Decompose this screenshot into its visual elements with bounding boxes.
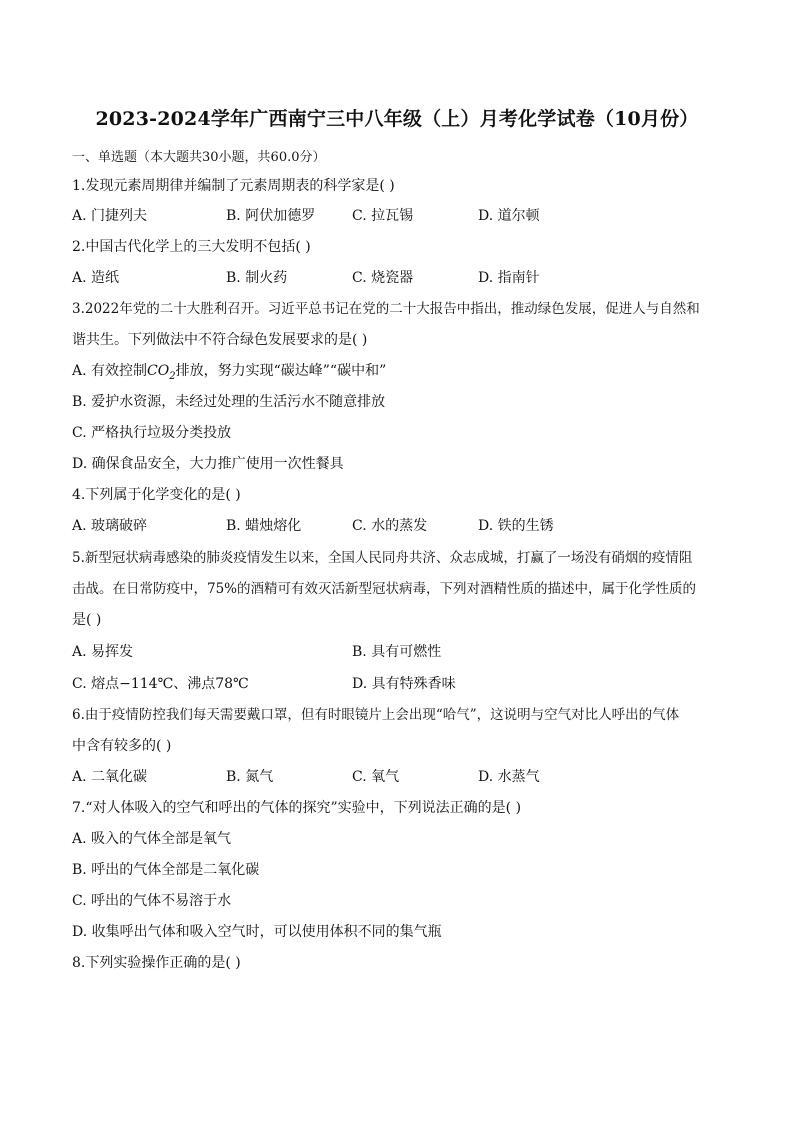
question-1-stem: 1.发现元素周期律并编制了元素周期表的科学家是( ): [72, 178, 395, 194]
question-6-stem-line-1: 6.由于疫情防控我们每天需要戴口罩，但有时眼镜片上会出现“哈气”，这说明与空气对比人呼出的气体: [72, 707, 680, 723]
question-4-option-d: D. 铁的生锈: [478, 518, 554, 534]
question-1-option-d: D. 道尔顿: [478, 208, 540, 224]
question-8-stem: 8.下列实验操作正确的是( ): [72, 955, 241, 971]
question-2-stem: 2.中国古代化学上的三大发明不包括( ): [72, 239, 311, 255]
question-3-stem-line-2: 谐共生。下列做法中不符合绿色发展要求的是( ): [72, 332, 368, 348]
question-4-option-c: C. 水的蒸发: [352, 518, 428, 534]
question-7-option-a: A. 吸入的气体全部是氧气: [72, 831, 232, 847]
question-1-option-a: A. 门捷列夫: [72, 208, 148, 224]
question-7-option-b: B. 呼出的气体全部是二氧化碳: [72, 862, 260, 878]
co2-formula-base: CO: [147, 363, 170, 379]
question-3-option-a-prefix: A. 有效控制: [72, 363, 148, 379]
co2-formula-subscript: 2: [169, 370, 176, 382]
question-6-option-c: C. 氧气: [352, 769, 400, 785]
question-2-option-d: D. 指南针: [478, 270, 540, 286]
question-3-option-c: C. 严格执行垃圾分类投放: [72, 425, 232, 441]
question-4-option-b: B. 蜡烛熔化: [226, 518, 302, 534]
question-5-option-d: D. 具有特殊香味: [352, 676, 456, 692]
question-6-option-d: D. 水蒸气: [478, 769, 540, 785]
question-3-option-d: D. 确保食品安全，大力推广使用一次性餐具: [72, 456, 344, 472]
question-5-option-c: C. 熔点−114℃、沸点78℃: [72, 676, 249, 692]
question-3-stem-line-1: 3.2022年党的二十大胜利召开。习近平总书记在党的二十大报告中指出，推动绿色发展，促进人与自然和: [72, 301, 700, 317]
question-5-option-b: B. 具有可燃性: [352, 644, 442, 660]
section-heading: 一、单选题（本大题共30小题，共60.0分）: [72, 150, 326, 165]
question-2-option-b: B. 制火药: [226, 270, 288, 286]
question-6-option-b: B. 氮气: [226, 769, 274, 785]
question-1-option-c: C. 拉瓦锡: [352, 208, 414, 224]
question-4-option-a: A. 玻璃破碎: [72, 518, 148, 534]
question-6-option-a: A. 二氧化碳: [72, 769, 148, 785]
question-4-stem: 4.下列属于化学变化的是( ): [72, 487, 241, 503]
question-3-option-b: B. 爱护水资源，未经过处理的生活污水不随意排放: [72, 394, 386, 410]
question-5-stem-line-1: 5.新型冠状病毒感染的肺炎疫情发生以来，全国人民同舟共济、众志成城，打赢了一场没有硝烟的疫情阻: [72, 550, 693, 566]
question-5-option-a: A. 易挥发: [72, 644, 134, 660]
question-7-stem: 7.“对人体吸入的空气和呼出的气体的探究”实验中，下列说法正确的是( ): [72, 800, 522, 816]
question-6-stem-line-2: 中含有较多的( ): [72, 738, 172, 754]
co2-formula: [147, 363, 176, 382]
question-1-option-b: B. 阿伏加德罗: [226, 208, 316, 224]
question-3-option-a: [72, 362, 386, 386]
question-2-option-c: C. 烧瓷器: [352, 270, 414, 286]
question-5-stem-line-3: 是( ): [72, 612, 102, 628]
page-title: 2023-2024学年广西南宁三中八年级（上）月考化学试卷（10月份）: [95, 108, 699, 130]
question-3-option-a-suffix: 排放，努力实现“碳达峰”“碳中和”: [175, 363, 387, 379]
question-2-option-a: A. 造纸: [72, 270, 120, 286]
question-7-option-c: C. 呼出的气体不易溶于水: [72, 893, 232, 909]
question-5-stem-line-2: 击战。在日常防疫中，75%的酒精可有效灭活新型冠状病毒，下列对酒精性质的描述中，属于化学性质的: [72, 581, 697, 597]
question-7-option-d: D. 收集呼出气体和吸入空气时，可以使用体积不同的集气瓶: [72, 924, 442, 940]
